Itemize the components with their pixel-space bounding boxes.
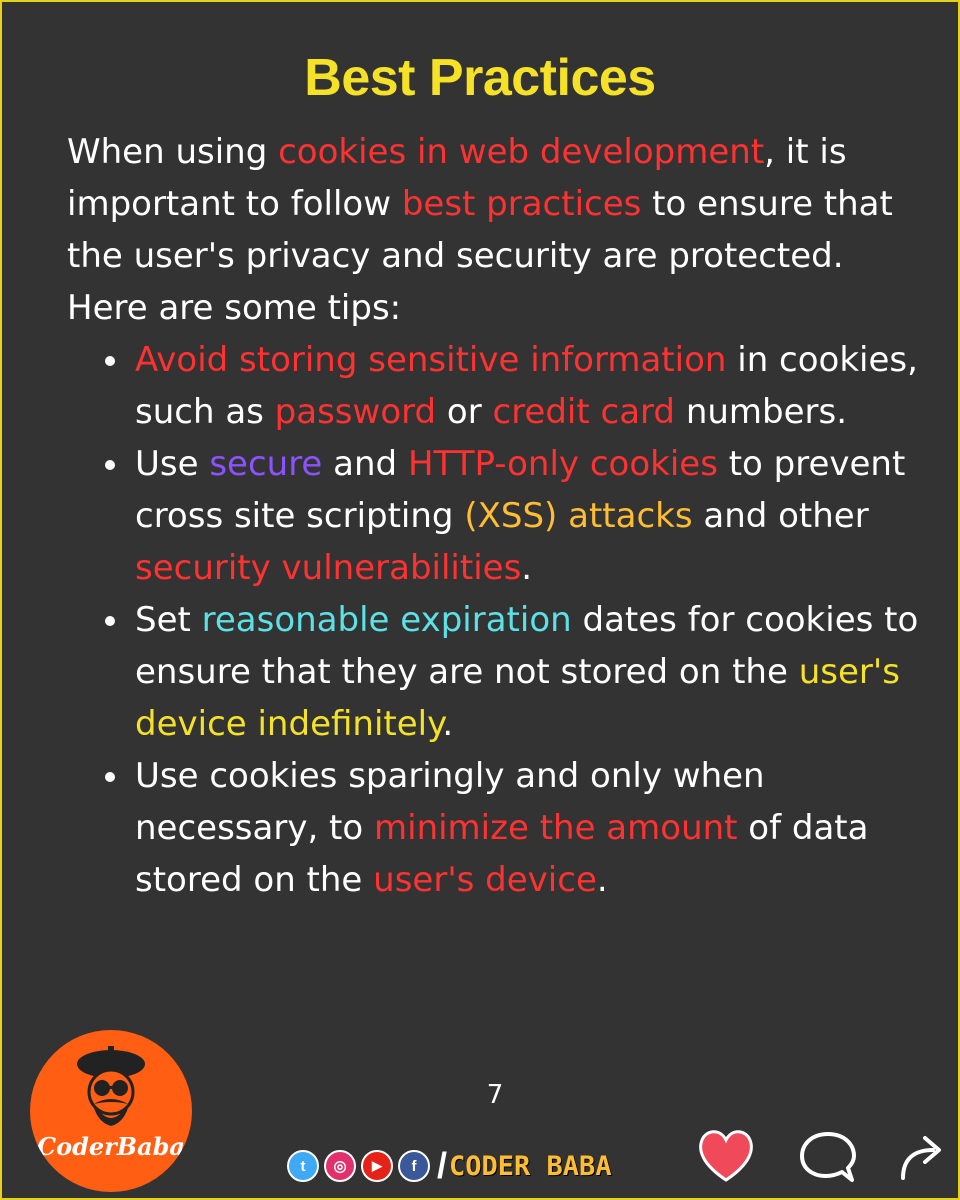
facebook-icon[interactable] (398, 1150, 430, 1182)
tip-text: Use cookies sparingly and only when necessary, to (135, 756, 765, 848)
tip-highlight: user's device (373, 860, 597, 900)
tip-text: to prevent cross site scripting (135, 444, 906, 536)
tip-highlight: minimize the amount (374, 808, 738, 848)
intro-text: to ensure that the user's privacy and security are protected. (67, 184, 893, 276)
tip-highlight: secure (209, 444, 323, 484)
heart-icon[interactable] (694, 1126, 758, 1186)
tip-text: . (442, 704, 454, 744)
social-footer (287, 1142, 612, 1190)
intro-highlight: cookies in web development (278, 132, 765, 172)
youtube-icon[interactable] (361, 1150, 393, 1182)
brand-name[interactable]: CODER BABA (449, 1150, 612, 1182)
tip-highlight: user's device indefinitely (135, 652, 900, 744)
tip-text: . (521, 548, 533, 588)
tip-highlight: (XSS) attacks (464, 496, 693, 536)
tip-text: and other (692, 496, 869, 536)
intro-paragraph (67, 126, 927, 282)
logo-text: CoderBaba (37, 1132, 185, 1161)
tips-heading: Here are some tips: (67, 288, 402, 328)
footer-slash: / (437, 1145, 448, 1186)
tip-text: of data stored on the (135, 808, 869, 900)
youtube-glyph: ▶ (372, 1158, 382, 1173)
twitter-glyph: t (300, 1157, 306, 1175)
tip-text: and (322, 444, 408, 484)
coderbaba-logo (30, 1030, 192, 1192)
page-number: 7 (486, 1080, 504, 1110)
content-body (67, 126, 927, 906)
tip-item (135, 334, 927, 438)
tip-text: numbers. (675, 392, 848, 432)
intro-text: When using (67, 132, 279, 172)
twitter-icon[interactable] (287, 1150, 319, 1182)
logo-character-icon (30, 1030, 192, 1192)
tip-highlight: password (274, 392, 437, 432)
tips-list (67, 334, 927, 906)
tip-highlight: credit card (492, 392, 676, 432)
tip-text: dates for cookies to ensure that they are not stored on the (135, 600, 919, 692)
instagram-icon[interactable] (324, 1150, 356, 1182)
tip-highlight: HTTP-only cookies (407, 444, 718, 484)
tip-text: Set (135, 600, 202, 640)
comment-icon[interactable] (796, 1126, 860, 1186)
intro-text: , it is important to follow (67, 132, 847, 224)
tip-item (135, 750, 927, 906)
tip-item (135, 438, 927, 594)
facebook-glyph: f (411, 1157, 417, 1175)
tip-highlight: security vulnerabilities (135, 548, 522, 588)
intro-highlight: best practices (401, 184, 642, 224)
page-title: Best Practices (304, 49, 656, 107)
tip-text: Use (135, 444, 210, 484)
tip-highlight: Avoid storing sensitive information (135, 340, 727, 380)
tip-highlight: reasonable expiration (201, 600, 572, 640)
share-icon[interactable] (893, 1126, 953, 1186)
tip-item (135, 594, 927, 750)
tip-text: in cookies, such as (135, 340, 918, 432)
instagram-glyph: ◎ (333, 1158, 347, 1175)
tip-text: . (596, 860, 608, 900)
tip-text: or (436, 392, 493, 432)
